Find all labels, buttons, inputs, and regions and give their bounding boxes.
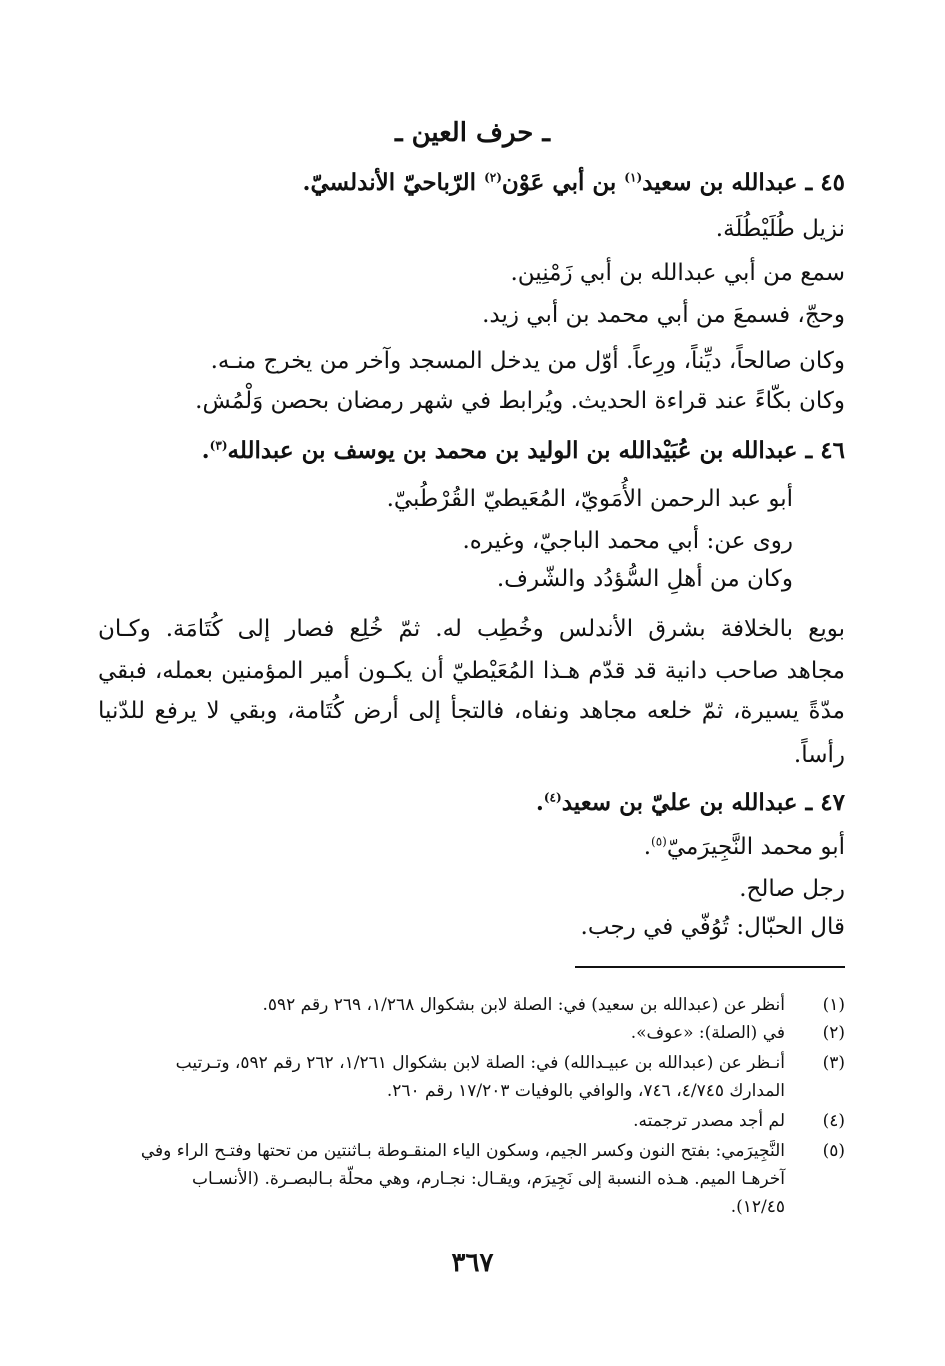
footnote-ref[interactable]: (٣): [209, 438, 228, 453]
footnote-continuation: [0, 1194, 945, 1220]
entry-name: عبدالله بن عُبَيْدالله بن الوليد بن محمد بن يوسف بن عبدالله: [227, 437, 798, 464]
entry-line: روى عن: أبي محمد الباجيّ، وغيره.: [462, 528, 793, 554]
entry-line: رجل صالح.: [739, 876, 845, 902]
footnote-continuation: [0, 1166, 945, 1192]
paragraph-line: مجاهد صاحب دانية قد قدّم هـذا المُعَيْطيّ أن يكـون أمير المؤمنين بعمله، فبقي: [98, 658, 845, 684]
footnote-number: (٣): [822, 1053, 845, 1073]
footnote-text: ١٢/٤٥).: [730, 1197, 785, 1217]
paragraph-line: بويع بالخلافة بشرق الأندلس وخُطِب له. ثمّ خُلِع فصار إلى كُتَامَة. وكـان: [98, 616, 845, 642]
footnote-text: أنظر عن (عبدالله بن سعيد) في: الصلة لابن بشكوال ١/٢٦٨، ٢٦٩ رقم ٥٩٢.: [262, 995, 785, 1015]
paragraph-line: وكان بكّاءً عند قراءة الحديث. ويُرابط في شهر رمضان بحصن وَلْمُش.: [195, 388, 845, 414]
footnote-text: لم أجد مصدر ترجمته.: [633, 1111, 785, 1131]
entry-line: وحجّ، فسمعَ من أبي محمد بن أبي زيد.: [482, 302, 845, 328]
footnote-text: آخرهـا الميم. هـذه النسبة إلى نَجِيرَم، ويقـال: نجـارم، وهي محلّة بـالبصـرة. (الأنسـاب: [191, 1169, 785, 1189]
paragraph-line: رأساً.: [793, 742, 845, 768]
footnote-number: (١): [822, 995, 845, 1015]
footnote: [0, 1050, 945, 1076]
footnote-ref[interactable]: (٢): [484, 170, 502, 185]
footnote-ref[interactable]: (٥): [651, 834, 667, 849]
footnote-text: أنـظر عن (عبدالله بن عبيـدالله) في: الصلة لابن بشكوال ١/٢٦١، ٢٦٢ رقم ٥٩٢، وتـرتيب: [175, 1053, 785, 1073]
footnote-ref[interactable]: (٤): [543, 790, 562, 805]
footnote-number: (٥): [822, 1141, 845, 1161]
entry-number: ٤٦: [820, 437, 845, 464]
entry-name-cont: الرّباحيّ الأندلسيّ.: [302, 169, 477, 196]
paragraph-line: وكان صالحاً، ديِّناً، ورِعاً. أوّل من يدخل المسجد وآخر من يخرج منـه.: [210, 348, 845, 374]
entry-line: نزيل طُلَيْطُلَة.: [715, 216, 845, 242]
entry-name: عبدالله بن عليّ بن سعيد: [561, 789, 798, 816]
entry-47-heading: ٤٧ ـ عبدالله بن عليّ بن سعيد$^{(٤)}$.: [535, 789, 845, 816]
footnote-number: (٤): [822, 1111, 845, 1131]
section-heading: ـ حرف العين ـ: [394, 118, 551, 148]
footnote-text: المدارك ٤/٧٤٥، ٧٤٦، والوافي بالوفيات ١٧/٢٠٣ رقم ٢٦٠.: [386, 1081, 785, 1101]
page-number: ٣٦٧: [451, 1248, 494, 1278]
entry-name-cont: بن أبي عَوْن: [501, 169, 617, 196]
kunya: أبو محمد النَّجِيرَميّ: [666, 834, 845, 860]
paragraph-line: مدّةً يسيرة، ثمّ خلعه مجاهد ونفاه، فالتجأ إلى أرض كُتَامة، وبقي لا يرفع للدّنيا: [98, 698, 845, 724]
footnote-continuation: [0, 1078, 945, 1104]
footnote: [0, 1020, 945, 1046]
entry-number: ٤٥: [820, 169, 845, 196]
entry-45-heading: ٤٥ ـ عبدالله بن سعيد$^{(١)}$ بن أبي عَوْن$^{(٢)}$ الرّباحيّ الأندلسيّ.: [302, 169, 845, 196]
entry-line: أبو عبد الرحمن الأُمَويّ، المُعَيطيّ القُرْطُبيّ.: [386, 486, 793, 512]
footnote-text: في (الصلة): «عوف».: [630, 1023, 785, 1043]
footnote: [0, 1108, 945, 1134]
footnote-ref[interactable]: (١): [624, 170, 643, 185]
entry-name: عبدالله بن سعيد: [642, 169, 798, 196]
footnote-text: النَّجِيرَمي: بفتح النون وكسر الجيم، وسكون الياء المنقـوطة بـاثنتين من تحتها وفتـح الراء وفي: [140, 1141, 785, 1161]
entry-46-heading: ٤٦ ـ عبدالله بن عُبَيْدالله بن الوليد بن محمد بن يوسف بن عبدالله$^{(٣)}$.: [201, 437, 845, 464]
entry-line: قال الحبّال: تُوُفّي في رجب.: [580, 914, 845, 940]
footnote-separator: [575, 966, 845, 968]
footnote-number: (٢): [822, 1023, 845, 1043]
entry-line: وكان من أهلِ السُّؤدُد والشّرف.: [496, 566, 793, 592]
entry-number: ٤٧: [820, 789, 845, 816]
entry-line: سمع من أبي عبدالله بن أبي زَمْنِين.: [510, 260, 845, 286]
footnote: [0, 992, 945, 1018]
footnote: [0, 1138, 945, 1164]
entry-line: أبو محمد النَّجِيرَميّ$^{(٥)}$.: [643, 834, 845, 860]
